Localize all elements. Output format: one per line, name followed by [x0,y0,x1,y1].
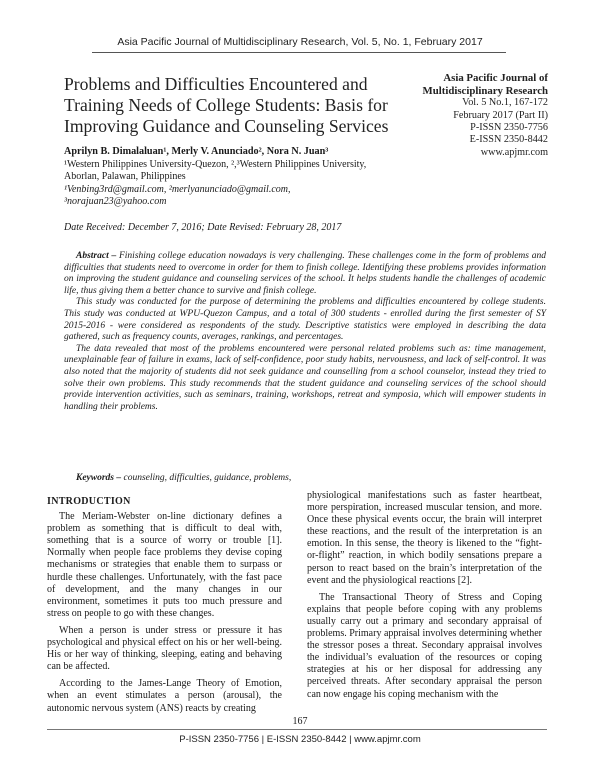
right-column [307,490,542,706]
introduction-heading: INTRODUCTION [47,496,131,507]
footer-text: P-ISSN 2350-7756 | E-ISSN 2350-8442 | www.apjmr.com [179,734,421,745]
author-emails [64,184,384,208]
journal-eissn: E-ISSN 2350-8442 [469,134,548,146]
abstract-lead: Abstract – [76,251,117,261]
authors: Aprilyn B. Dimalaluan¹, Merly V. Anunciado², Nora N. Juan³ [64,146,329,157]
keywords-text: counseling, difficulties, guidance, problems, [121,473,292,483]
abstract [64,251,546,413]
date-info: Date Received: December 7, 2016; Date Revised: February 28, 2017 [64,222,342,233]
left-column [47,492,282,720]
abstract-text-1: Finishing college education nowadays is very challenging. These challenges come in the form of problems and difficulties that students need to overcome in order for them to finish college. Identifying these problems provides information on improving the student guidance and counseling services of the school. It helps students handle the challenges of academic life, thus giving them a better chance to survive and finish college. [64,251,546,296]
email-line-2[interactable]: ³norajuan23@yahoo.com [64,196,167,207]
body-paragraph: The Meriam-Webster on-line dictionary defines a problem as something that is difficult to deal with, something that is a source of worry or trouble [1]. Normally when people face problems they devise coping mechanisms or strategies that enable them to surpass or hurdle these challenges. Unfortunately, with the fast pace of development, and the many changes in our environment, sometimes it puts too much pressure and stress on people to go with these changes. [47,511,282,619]
page-number: 167 [292,716,308,727]
journal-date: February 2017 (Part II) [453,109,548,121]
journal-url[interactable]: www.apjmr.com [480,146,548,158]
abstract-paragraph-2: This study was conducted for the purpose of determining the problems and difficulties encountered by college students. This study was conducted at WPU-Quezon Campus, and a total of 300 students - enrolled during the first semester of SY 2015-2016 - were considered as respondents of the study. Descriptive statistics were employed in describing the data gathered, such as frequency counts, averages, rankings, and percentages. [64,297,546,343]
keywords-lead: Keywords – [76,473,122,483]
header-rule [92,52,506,53]
body-paragraph: According to the James-Lange Theory of Emotion, when an event stimulates a person (arousal), the autonomic nervous system (ANS) reacts by creating [47,678,282,714]
abstract-paragraph-1 [64,251,546,297]
email-line-1[interactable]: ¹Venbing3rd@gmail.com, ²merlyanunciado@gmail.com, [64,184,291,195]
affiliation: ¹Western Philippines University-Quezon, ²,³Western Philippines University, Aborlan, Palawan, Philippines [64,159,367,182]
journal-info-box [418,72,548,159]
body-paragraph: When a person is under stress or pressure it has psychological and physical effect on his or her well-being. His or her way of thinking, sleeping, eating and behaving can be affected. [47,624,282,673]
footer-rule [47,729,547,730]
journal-volume: Vol. 5 No.1, 167-172 [462,97,548,109]
running-head: Asia Pacific Journal of Multidisciplinary Research, Vol. 5, No. 1, February 2017 [117,36,483,48]
journal-name: Asia Pacific Journal of Multidisciplinary Research [422,72,548,97]
paper-title: Problems and Difficulties Encountered and Training Needs of College Students: Basis for Improving Guidance and Counseling Services [64,74,389,136]
body-paragraph: physiological manifestations such as faster heartbeat, more perspiration, increased muscular tension, and more. Once these physical events occur, the brain will interpret these reactions, and the result of the interpretation is an emotion. In this sense, the theory is likened to the “fight-or-flight” reaction, in which bodily sensations prepare a person to react based on the brain’s interpretation of the event and the physiological reactions [2]. [307,490,542,586]
body-paragraph: The Transactional Theory of Stress and Coping explains that people before coping with any problems usually carry out a primary and secondary appraisal of problems. Primary appraisal involves determining whether the stressor poses a threat. Secondary appraisal involves the individual’s evaluation of the resources or coping strategies at his or her disposal for addressing any perceived threats. After secondary appraisal the person can now engage his coping mechanism with the [307,591,542,700]
journal-pissn: P-ISSN 2350-7756 [470,122,548,133]
abstract-paragraph-3: The data revealed that most of the problems encountered were personal related problems such as: time management, unexplainable fear of failure in exams, lack of self-confidence, poor study habits, nervousness, and lack of self-control. It was also noted that the majority of students did not seek guidance and counselling from a school counselor, instead they tried to solve their own problems. This study recommends that the student guidance and counseling services of the school should provide intervention activities, such as seminars, training, workshops, retreat and symposia, which will empower students in handling their problems. [64,343,546,412]
keywords [64,473,546,483]
